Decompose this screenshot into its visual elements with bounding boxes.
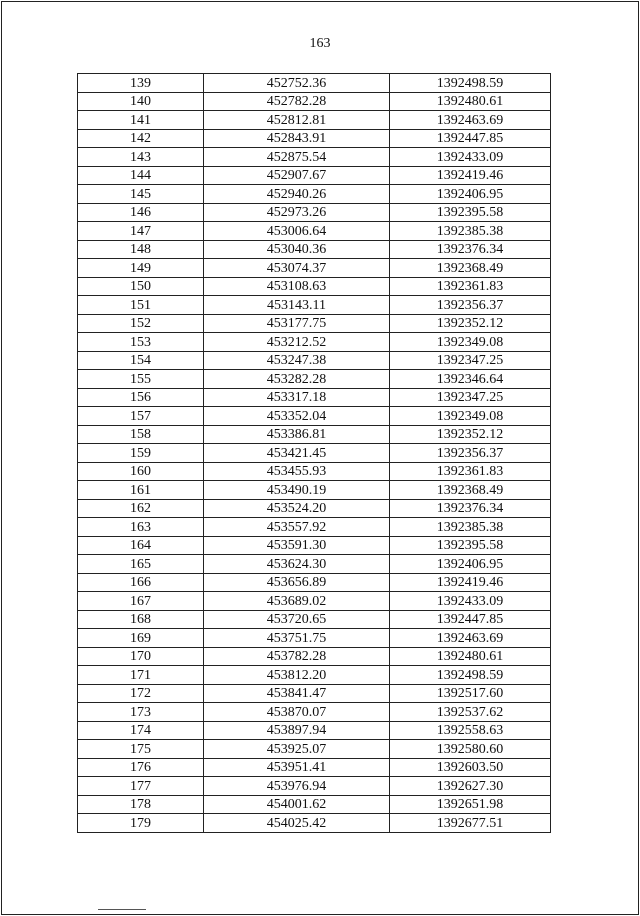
x-coordinate-cell: 452843.91 xyxy=(204,129,390,148)
table-row xyxy=(78,795,551,814)
point-number-cell: 170 xyxy=(78,647,204,666)
point-number-cell: 169 xyxy=(78,629,204,648)
table-row xyxy=(78,592,551,611)
y-coordinate-cell: 1392349.08 xyxy=(390,407,551,426)
point-number-cell: 142 xyxy=(78,129,204,148)
point-number-cell: 154 xyxy=(78,351,204,370)
table-row xyxy=(78,462,551,481)
point-number-cell: 172 xyxy=(78,684,204,703)
y-coordinate-cell: 1392651.98 xyxy=(390,795,551,814)
x-coordinate-cell: 453074.37 xyxy=(204,259,390,278)
point-number-cell: 156 xyxy=(78,388,204,407)
x-coordinate-cell: 453751.75 xyxy=(204,629,390,648)
x-coordinate-cell: 453108.63 xyxy=(204,277,390,296)
point-number-cell: 144 xyxy=(78,166,204,185)
table-row xyxy=(78,148,551,167)
y-coordinate-cell: 1392368.49 xyxy=(390,259,551,278)
y-coordinate-cell: 1392347.25 xyxy=(390,388,551,407)
point-number-cell: 140 xyxy=(78,92,204,111)
point-number-cell: 158 xyxy=(78,425,204,444)
y-coordinate-cell: 1392463.69 xyxy=(390,629,551,648)
y-coordinate-cell: 1392347.25 xyxy=(390,351,551,370)
point-number-cell: 139 xyxy=(78,74,204,93)
x-coordinate-cell: 453006.64 xyxy=(204,222,390,241)
y-coordinate-cell: 1392368.49 xyxy=(390,481,551,500)
x-coordinate-cell: 453624.30 xyxy=(204,555,390,574)
table-row xyxy=(78,351,551,370)
table-row xyxy=(78,758,551,777)
table-row xyxy=(78,814,551,833)
y-coordinate-cell: 1392406.95 xyxy=(390,185,551,204)
x-coordinate-cell: 453212.52 xyxy=(204,333,390,352)
x-coordinate-cell: 453656.89 xyxy=(204,573,390,592)
table-row xyxy=(78,555,551,574)
x-coordinate-cell: 453689.02 xyxy=(204,592,390,611)
x-coordinate-cell: 452940.26 xyxy=(204,185,390,204)
x-coordinate-cell: 453812.20 xyxy=(204,666,390,685)
y-coordinate-cell: 1392537.62 xyxy=(390,703,551,722)
x-coordinate-cell: 453455.93 xyxy=(204,462,390,481)
point-number-cell: 159 xyxy=(78,444,204,463)
point-number-cell: 174 xyxy=(78,721,204,740)
table-row xyxy=(78,444,551,463)
y-coordinate-cell: 1392447.85 xyxy=(390,129,551,148)
point-number-cell: 152 xyxy=(78,314,204,333)
x-coordinate-cell: 452782.28 xyxy=(204,92,390,111)
x-coordinate-cell: 453317.18 xyxy=(204,388,390,407)
y-coordinate-cell: 1392352.12 xyxy=(390,425,551,444)
point-number-cell: 171 xyxy=(78,666,204,685)
x-coordinate-cell: 453720.65 xyxy=(204,610,390,629)
x-coordinate-cell: 453841.47 xyxy=(204,684,390,703)
table-row xyxy=(78,499,551,518)
point-number-cell: 162 xyxy=(78,499,204,518)
y-coordinate-cell: 1392361.83 xyxy=(390,277,551,296)
x-coordinate-cell: 452875.54 xyxy=(204,148,390,167)
y-coordinate-cell: 1392498.59 xyxy=(390,74,551,93)
point-number-cell: 166 xyxy=(78,573,204,592)
scan-mark xyxy=(98,909,146,910)
x-coordinate-cell: 453143.11 xyxy=(204,296,390,315)
table-row xyxy=(78,203,551,222)
point-number-cell: 164 xyxy=(78,536,204,555)
y-coordinate-cell: 1392361.83 xyxy=(390,462,551,481)
table-row xyxy=(78,518,551,537)
table-row xyxy=(78,666,551,685)
table-row xyxy=(78,166,551,185)
point-number-cell: 149 xyxy=(78,259,204,278)
point-number-cell: 165 xyxy=(78,555,204,574)
table-row xyxy=(78,536,551,555)
table-row xyxy=(78,314,551,333)
point-number-cell: 175 xyxy=(78,740,204,759)
table-row xyxy=(78,740,551,759)
point-number-cell: 153 xyxy=(78,333,204,352)
y-coordinate-cell: 1392356.37 xyxy=(390,444,551,463)
x-coordinate-cell: 453040.36 xyxy=(204,240,390,259)
table-row xyxy=(78,277,551,296)
table-row xyxy=(78,388,551,407)
table-row xyxy=(78,684,551,703)
y-coordinate-cell: 1392406.95 xyxy=(390,555,551,574)
table-row xyxy=(78,240,551,259)
point-number-cell: 179 xyxy=(78,814,204,833)
page-number: 163 xyxy=(309,36,331,51)
point-number-cell: 163 xyxy=(78,518,204,537)
table-row xyxy=(78,111,551,130)
y-coordinate-cell: 1392376.34 xyxy=(390,240,551,259)
coordinate-table xyxy=(77,73,551,833)
point-number-cell: 176 xyxy=(78,758,204,777)
table-row xyxy=(78,647,551,666)
x-coordinate-cell: 453352.04 xyxy=(204,407,390,426)
y-coordinate-cell: 1392580.60 xyxy=(390,740,551,759)
x-coordinate-cell: 452907.67 xyxy=(204,166,390,185)
y-coordinate-cell: 1392603.50 xyxy=(390,758,551,777)
y-coordinate-cell: 1392376.34 xyxy=(390,499,551,518)
table-row xyxy=(78,259,551,278)
table-row xyxy=(78,481,551,500)
x-coordinate-cell: 453177.75 xyxy=(204,314,390,333)
point-number-cell: 147 xyxy=(78,222,204,241)
point-number-cell: 157 xyxy=(78,407,204,426)
x-coordinate-cell: 452752.36 xyxy=(204,74,390,93)
y-coordinate-cell: 1392677.51 xyxy=(390,814,551,833)
x-coordinate-cell: 454025.42 xyxy=(204,814,390,833)
point-number-cell: 173 xyxy=(78,703,204,722)
table-row xyxy=(78,721,551,740)
point-number-cell: 150 xyxy=(78,277,204,296)
y-coordinate-cell: 1392352.12 xyxy=(390,314,551,333)
point-number-cell: 146 xyxy=(78,203,204,222)
table-row xyxy=(78,129,551,148)
y-coordinate-cell: 1392346.64 xyxy=(390,370,551,389)
point-number-cell: 167 xyxy=(78,592,204,611)
y-coordinate-cell: 1392480.61 xyxy=(390,647,551,666)
y-coordinate-cell: 1392498.59 xyxy=(390,666,551,685)
table-row xyxy=(78,333,551,352)
x-coordinate-cell: 453782.28 xyxy=(204,647,390,666)
x-coordinate-cell: 453897.94 xyxy=(204,721,390,740)
y-coordinate-cell: 1392480.61 xyxy=(390,92,551,111)
y-coordinate-cell: 1392433.09 xyxy=(390,592,551,611)
x-coordinate-cell: 454001.62 xyxy=(204,795,390,814)
x-coordinate-cell: 453557.92 xyxy=(204,518,390,537)
y-coordinate-cell: 1392419.46 xyxy=(390,166,551,185)
x-coordinate-cell: 453247.38 xyxy=(204,351,390,370)
point-number-cell: 178 xyxy=(78,795,204,814)
table-row xyxy=(78,370,551,389)
x-coordinate-cell: 453490.19 xyxy=(204,481,390,500)
point-number-cell: 151 xyxy=(78,296,204,315)
x-coordinate-cell: 453386.81 xyxy=(204,425,390,444)
table-row xyxy=(78,222,551,241)
point-number-cell: 143 xyxy=(78,148,204,167)
table-row xyxy=(78,92,551,111)
y-coordinate-cell: 1392419.46 xyxy=(390,573,551,592)
table-row xyxy=(78,629,551,648)
x-coordinate-cell: 453925.07 xyxy=(204,740,390,759)
x-coordinate-cell: 453421.45 xyxy=(204,444,390,463)
y-coordinate-cell: 1392349.08 xyxy=(390,333,551,352)
coordinate-table-body xyxy=(78,74,551,833)
y-coordinate-cell: 1392433.09 xyxy=(390,148,551,167)
x-coordinate-cell: 453524.20 xyxy=(204,499,390,518)
table-row xyxy=(78,777,551,796)
y-coordinate-cell: 1392447.85 xyxy=(390,610,551,629)
x-coordinate-cell: 453951.41 xyxy=(204,758,390,777)
table-row xyxy=(78,610,551,629)
point-number-cell: 160 xyxy=(78,462,204,481)
point-number-cell: 155 xyxy=(78,370,204,389)
point-number-cell: 141 xyxy=(78,111,204,130)
y-coordinate-cell: 1392356.37 xyxy=(390,296,551,315)
y-coordinate-cell: 1392395.58 xyxy=(390,203,551,222)
y-coordinate-cell: 1392385.38 xyxy=(390,518,551,537)
y-coordinate-cell: 1392517.60 xyxy=(390,684,551,703)
x-coordinate-cell: 452973.26 xyxy=(204,203,390,222)
point-number-cell: 168 xyxy=(78,610,204,629)
table-row xyxy=(78,425,551,444)
table-row xyxy=(78,407,551,426)
table-row xyxy=(78,74,551,93)
point-number-cell: 145 xyxy=(78,185,204,204)
point-number-cell: 161 xyxy=(78,481,204,500)
table-row xyxy=(78,703,551,722)
y-coordinate-cell: 1392558.63 xyxy=(390,721,551,740)
y-coordinate-cell: 1392385.38 xyxy=(390,222,551,241)
table-row xyxy=(78,296,551,315)
y-coordinate-cell: 1392395.58 xyxy=(390,536,551,555)
table-row xyxy=(78,185,551,204)
x-coordinate-cell: 453282.28 xyxy=(204,370,390,389)
x-coordinate-cell: 453591.30 xyxy=(204,536,390,555)
table-row xyxy=(78,573,551,592)
point-number-cell: 148 xyxy=(78,240,204,259)
y-coordinate-cell: 1392463.69 xyxy=(390,111,551,130)
y-coordinate-cell: 1392627.30 xyxy=(390,777,551,796)
x-coordinate-cell: 453976.94 xyxy=(204,777,390,796)
point-number-cell: 177 xyxy=(78,777,204,796)
x-coordinate-cell: 452812.81 xyxy=(204,111,390,130)
x-coordinate-cell: 453870.07 xyxy=(204,703,390,722)
